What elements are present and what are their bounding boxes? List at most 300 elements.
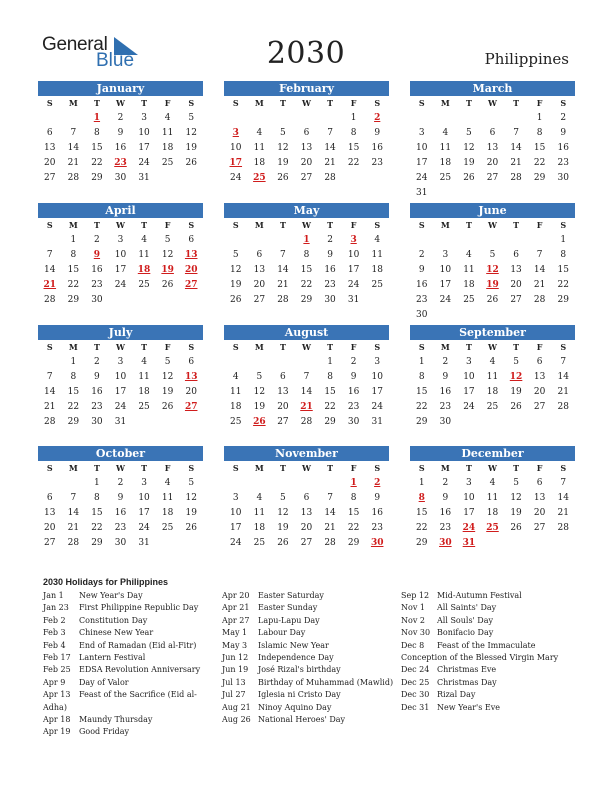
day-cell: 29 — [91, 538, 103, 548]
day-cell: 16 — [114, 143, 127, 153]
holiday-name: Birthday of Muhammad (Mawlid) — [258, 677, 394, 687]
weekday-label: M — [68, 98, 78, 108]
empty-day-cell — [504, 415, 528, 430]
day-cell: 13 — [300, 143, 313, 153]
weekday-label: F — [536, 220, 543, 230]
day-cell: 5 — [280, 128, 286, 138]
empty-day-cell — [504, 186, 528, 201]
day-cell: 24 — [463, 402, 475, 412]
empty-day-cell — [224, 233, 248, 248]
day-cell: 21 — [510, 158, 522, 168]
holiday-date: Apr 13 — [43, 690, 71, 700]
holiday-row — [43, 615, 200, 627]
weekday-label: T — [465, 220, 472, 230]
week-row — [38, 233, 203, 248]
weekday-label: W — [302, 463, 311, 473]
empty-day-cell — [551, 186, 575, 201]
empty-day-cell — [504, 111, 528, 126]
week-row — [410, 491, 575, 506]
holiday-day-cell: 13 — [184, 372, 198, 382]
holiday-date: Feb 17 — [43, 653, 71, 663]
day-cell: 6 — [303, 493, 310, 503]
holiday-date: Dec 8 — [401, 640, 425, 650]
day-cell: 5 — [188, 113, 195, 123]
holiday-date: Jul 13 — [222, 677, 246, 687]
day-cell: 21 — [533, 280, 546, 290]
day-cell: 14 — [324, 143, 336, 153]
day-cell: 23 — [91, 280, 103, 290]
day-cell: 12 — [185, 128, 197, 138]
week-row — [224, 370, 389, 385]
day-cell: 9 — [374, 493, 381, 503]
weekday-label: M — [440, 463, 450, 473]
holiday-row — [43, 702, 200, 714]
holiday-name: Lapu-Lapu Day — [258, 615, 320, 625]
day-cell: 22 — [416, 402, 428, 412]
day-cell: 24 — [230, 173, 242, 183]
day-cell: 6 — [280, 372, 286, 382]
day-cell: 29 — [557, 295, 569, 305]
day-cell: 13 — [486, 143, 499, 153]
holiday-date: Jul 27 — [222, 690, 246, 700]
day-cell: 15 — [347, 143, 360, 153]
holiday-day-cell: 17 — [229, 158, 243, 168]
weekday-label: S — [418, 342, 425, 352]
holiday-row — [401, 664, 558, 676]
weekday-label: T — [93, 98, 100, 108]
holiday-name: Rizal Day — [437, 690, 476, 700]
weekday-label: F — [536, 342, 543, 352]
empty-day-cell — [528, 415, 552, 430]
day-cell: 29 — [67, 417, 80, 427]
week-row — [410, 476, 575, 491]
empty-day-cell — [551, 415, 575, 430]
day-cell: 23 — [439, 523, 452, 533]
day-cell: 10 — [371, 372, 383, 382]
week-row — [38, 171, 203, 186]
day-cell: 22 — [300, 280, 313, 290]
weekday-label: T — [513, 220, 520, 230]
holiday-date: May 1 — [222, 628, 248, 638]
empty-day-cell — [528, 308, 552, 323]
weekday-label: F — [164, 220, 171, 230]
day-cell: 24 — [138, 523, 150, 533]
day-cell: 22 — [91, 523, 103, 533]
day-cell: 1 — [536, 113, 543, 123]
day-cell: 24 — [230, 538, 242, 548]
day-cell: 20 — [300, 523, 313, 533]
holiday-row — [222, 677, 393, 689]
week-row — [38, 248, 203, 263]
day-cell: 3 — [141, 478, 147, 488]
day-cell: 30 — [324, 295, 336, 305]
week-row — [410, 506, 575, 521]
day-cell: 26 — [486, 295, 499, 305]
day-cell: 23 — [324, 280, 336, 290]
day-cell: 6 — [489, 128, 496, 138]
day-cell: 9 — [560, 128, 567, 138]
day-cell: 14 — [557, 372, 569, 382]
day-cell: 31 — [347, 295, 360, 305]
day-cell: 5 — [513, 357, 519, 367]
empty-day-cell — [551, 308, 575, 323]
day-cell: 27 — [486, 173, 499, 183]
month-header: August — [224, 325, 389, 340]
day-cell: 16 — [439, 508, 452, 518]
day-cell: 20 — [533, 387, 546, 397]
empty-day-cell — [481, 233, 505, 248]
day-cell: 19 — [161, 387, 174, 397]
day-cell: 23 — [371, 158, 383, 168]
empty-day-cell — [434, 186, 458, 201]
week-row — [38, 111, 203, 126]
holiday-day-cell: 25 — [486, 523, 499, 533]
weekday-label: S — [560, 463, 567, 473]
weekday-header-row — [410, 340, 575, 355]
week-row — [38, 263, 203, 278]
holiday-name: New Year's Eve — [437, 702, 500, 712]
weekday-label: S — [418, 98, 425, 108]
day-cell: 12 — [463, 143, 475, 153]
week-row — [38, 521, 203, 536]
holiday-date: Jun 19 — [222, 665, 249, 675]
day-cell: 18 — [463, 280, 475, 290]
day-cell: 16 — [416, 280, 428, 290]
month-header: January — [38, 81, 203, 96]
holidays-title: 2030 Holidays for Philippines — [43, 577, 169, 587]
holiday-name: Good Friday — [79, 727, 130, 737]
weekday-label: T — [327, 98, 334, 108]
holiday-date: Nov 2 — [401, 615, 425, 625]
weekday-label: M — [440, 98, 450, 108]
empty-day-cell — [365, 171, 389, 186]
day-cell: 18 — [230, 402, 242, 412]
day-cell: 26 — [510, 523, 522, 533]
day-cell: 9 — [374, 128, 381, 138]
weekday-label: M — [254, 220, 264, 230]
week-row — [224, 355, 389, 370]
weekday-label: S — [232, 98, 239, 108]
day-cell: 16 — [371, 143, 383, 153]
week-row — [410, 278, 575, 293]
week-row — [224, 126, 389, 141]
weekday-label: T — [141, 463, 148, 473]
empty-day-cell — [504, 233, 528, 248]
empty-day-cell — [248, 476, 272, 491]
day-cell: 26 — [161, 402, 174, 412]
weekday-label: M — [254, 342, 264, 352]
holiday-column — [43, 590, 200, 739]
holiday-row — [401, 640, 558, 652]
weekday-label: S — [46, 342, 53, 352]
weekday-header-row — [224, 461, 389, 476]
day-cell: 17 — [347, 265, 360, 275]
day-cell: 12 — [161, 372, 174, 382]
holiday-row — [401, 652, 558, 664]
holiday-name: Independence Day — [258, 653, 334, 663]
month-header: November — [224, 446, 389, 461]
week-row — [38, 506, 203, 521]
holiday-name: Labour Day — [258, 628, 306, 638]
holiday-date: Feb 3 — [43, 628, 66, 638]
holiday-day-cell: 9 — [93, 250, 101, 260]
weekday-header-row — [224, 218, 389, 233]
holiday-day-cell: 26 — [253, 417, 266, 427]
holiday-row — [401, 689, 558, 701]
day-cell: 11 — [371, 250, 383, 260]
day-cell: 10 — [463, 372, 475, 382]
empty-day-cell — [62, 111, 86, 126]
weekday-header-row — [410, 96, 575, 111]
day-cell: 8 — [70, 372, 77, 382]
day-cell: 15 — [416, 387, 428, 397]
day-cell: 3 — [117, 235, 124, 245]
holiday-day-cell: 21 — [43, 280, 57, 290]
day-cell: 8 — [350, 493, 357, 503]
holiday-date: Dec 24 — [401, 665, 430, 675]
week-row — [38, 400, 203, 415]
day-cell: 10 — [416, 143, 428, 153]
day-cell: 27 — [510, 295, 522, 305]
month-header: October — [38, 446, 203, 461]
week-row — [410, 400, 575, 415]
day-cell: 7 — [303, 372, 310, 382]
holiday-row — [401, 677, 558, 689]
holiday-row — [222, 615, 393, 627]
day-cell: 5 — [489, 250, 496, 260]
empty-day-cell — [457, 186, 481, 201]
holiday-day-cell: 18 — [137, 265, 151, 275]
day-cell: 4 — [141, 235, 147, 245]
holiday-row — [43, 677, 200, 689]
day-cell: 7 — [70, 493, 77, 503]
holiday-column — [401, 590, 558, 714]
day-cell: 3 — [418, 128, 425, 138]
day-cell: 13 — [533, 372, 546, 382]
empty-day-cell — [38, 111, 62, 126]
day-cell: 9 — [442, 372, 449, 382]
day-cell: 6 — [536, 357, 543, 367]
day-cell: 21 — [324, 158, 336, 168]
holiday-day-cell: 27 — [184, 402, 198, 412]
day-cell: 15 — [300, 265, 313, 275]
week-row — [224, 263, 389, 278]
empty-day-cell — [504, 536, 528, 551]
holiday-name: Feast of the Sacrifice (Eid al- — [79, 690, 197, 700]
month-december — [410, 446, 575, 551]
week-row — [410, 385, 575, 400]
holiday-row — [222, 714, 393, 726]
weekday-label: S — [560, 98, 567, 108]
week-row — [224, 400, 389, 415]
day-cell: 20 — [277, 402, 289, 412]
day-cell: 19 — [277, 523, 289, 533]
day-cell: 7 — [327, 128, 333, 138]
week-row — [38, 278, 203, 293]
day-cell: 23 — [371, 523, 383, 533]
day-cell: 1 — [560, 235, 567, 245]
day-cell: 26 — [510, 402, 522, 412]
month-january — [38, 81, 203, 186]
month-header: December — [410, 446, 575, 461]
day-cell: 11 — [486, 493, 499, 503]
day-cell: 4 — [442, 128, 449, 138]
empty-day-cell — [528, 186, 552, 201]
holiday-day-cell: 19 — [486, 280, 499, 290]
weekday-label: W — [488, 98, 497, 108]
day-cell: 3 — [232, 493, 239, 503]
holiday-name: Christmas Day — [437, 677, 497, 687]
holiday-row — [222, 652, 393, 664]
weekday-label: T — [327, 463, 334, 473]
day-cell: 11 — [138, 250, 150, 260]
month-september — [410, 325, 575, 430]
empty-day-cell — [179, 171, 203, 186]
day-cell: 21 — [67, 158, 80, 168]
holiday-date: Feb 4 — [43, 640, 66, 650]
holiday-date: Aug 21 — [222, 702, 251, 712]
empty-day-cell — [271, 233, 295, 248]
empty-day-cell — [156, 415, 180, 430]
month-header: April — [38, 203, 203, 218]
day-cell: 14 — [510, 143, 522, 153]
day-cell: 17 — [416, 158, 428, 168]
holiday-name: Lantern Festival — [79, 653, 146, 663]
day-cell: 27 — [277, 417, 289, 427]
day-cell: 25 — [253, 538, 266, 548]
weekday-label: M — [440, 342, 450, 352]
empty-day-cell — [224, 355, 248, 370]
weekday-label: S — [232, 220, 239, 230]
weekday-header-row — [224, 340, 389, 355]
day-cell: 8 — [94, 128, 100, 138]
empty-day-cell — [271, 355, 295, 370]
holiday-day-cell: 3 — [350, 235, 357, 245]
day-cell: 22 — [67, 402, 80, 412]
month-february — [224, 81, 389, 186]
day-cell: 4 — [466, 250, 472, 260]
weekday-label: S — [46, 463, 53, 473]
day-cell: 14 — [277, 265, 289, 275]
week-row — [224, 293, 389, 308]
holiday-date: Apr 21 — [222, 603, 250, 613]
day-cell: 10 — [230, 143, 242, 153]
day-cell: 20 — [510, 280, 522, 290]
day-cell: 18 — [138, 387, 150, 397]
day-cell: 2 — [442, 478, 449, 488]
holiday-day-cell: 30 — [439, 538, 452, 548]
holiday-row — [222, 590, 393, 602]
holiday-date: Feb 2 — [43, 615, 66, 625]
day-cell: 23 — [347, 402, 360, 412]
empty-day-cell — [132, 415, 156, 430]
holiday-name: José Rizal's birthday — [258, 665, 341, 675]
day-cell: 23 — [557, 158, 569, 168]
empty-day-cell — [410, 111, 434, 126]
weekday-label: S — [418, 220, 425, 230]
holiday-column — [222, 590, 393, 726]
day-cell: 17 — [463, 387, 475, 397]
holiday-date: Aug 26 — [222, 715, 251, 725]
day-cell: 15 — [416, 508, 428, 518]
day-cell: 13 — [44, 143, 56, 153]
day-cell: 18 — [439, 158, 452, 168]
day-cell: 16 — [91, 265, 103, 275]
holiday-date: Apr 27 — [222, 615, 250, 625]
day-cell: 9 — [94, 372, 100, 382]
day-cell: 12 — [185, 493, 197, 503]
week-row — [410, 233, 575, 248]
day-cell: 25 — [486, 402, 499, 412]
day-cell: 11 — [253, 143, 266, 153]
day-cell: 30 — [91, 295, 103, 305]
day-cell: 17 — [138, 508, 150, 518]
day-cell: 15 — [533, 143, 546, 153]
empty-day-cell — [295, 355, 319, 370]
day-cell: 7 — [280, 250, 286, 260]
empty-day-cell — [528, 233, 552, 248]
day-cell: 22 — [416, 523, 428, 533]
day-cell: 17 — [114, 387, 127, 397]
holiday-date: Conception of the Blessed Virgin Mary — [401, 653, 559, 663]
holiday-day-cell: 19 — [161, 265, 174, 275]
day-cell: 19 — [185, 508, 197, 518]
holiday-row — [401, 590, 558, 602]
holiday-day-cell: 21 — [300, 402, 313, 412]
day-cell: 18 — [253, 523, 266, 533]
month-header: July — [38, 325, 203, 340]
holiday-date: Apr 20 — [222, 591, 250, 600]
day-cell: 31 — [114, 417, 127, 427]
holiday-name: Bonifacio Day — [437, 628, 494, 638]
day-cell: 10 — [230, 508, 242, 518]
day-cell: 2 — [350, 357, 357, 367]
weekday-label: F — [350, 342, 357, 352]
holiday-name: All Souls' Day — [437, 615, 493, 625]
day-cell: 16 — [114, 508, 127, 518]
day-cell: 4 — [164, 113, 171, 123]
weekday-label: W — [488, 342, 497, 352]
weekday-label: F — [536, 463, 543, 473]
holiday-date: Nov 30 — [401, 628, 431, 638]
weekday-label: M — [254, 98, 264, 108]
day-cell: 10 — [114, 372, 127, 382]
day-cell: 19 — [277, 158, 289, 168]
weekday-header-row — [38, 340, 203, 355]
holiday-name: Day of Valor — [79, 677, 129, 687]
empty-day-cell — [248, 111, 272, 126]
calendar-year: 2030 — [266, 36, 346, 71]
holiday-name: Mid-Autumn Festival — [437, 591, 522, 600]
day-cell: 8 — [327, 372, 333, 382]
day-cell: 11 — [161, 493, 174, 503]
day-cell: 9 — [350, 372, 357, 382]
empty-day-cell — [109, 293, 133, 308]
weekday-header-row — [38, 96, 203, 111]
empty-day-cell — [434, 308, 458, 323]
weekday-label: W — [116, 342, 125, 352]
week-row — [224, 156, 389, 171]
day-cell: 7 — [327, 493, 333, 503]
week-row — [38, 491, 203, 506]
empty-day-cell — [551, 536, 575, 551]
day-cell: 13 — [253, 265, 266, 275]
day-cell: 28 — [557, 402, 569, 412]
holiday-row — [43, 627, 200, 639]
weekday-label: S — [560, 220, 567, 230]
day-cell: 9 — [442, 493, 449, 503]
day-cell: 2 — [327, 235, 333, 245]
